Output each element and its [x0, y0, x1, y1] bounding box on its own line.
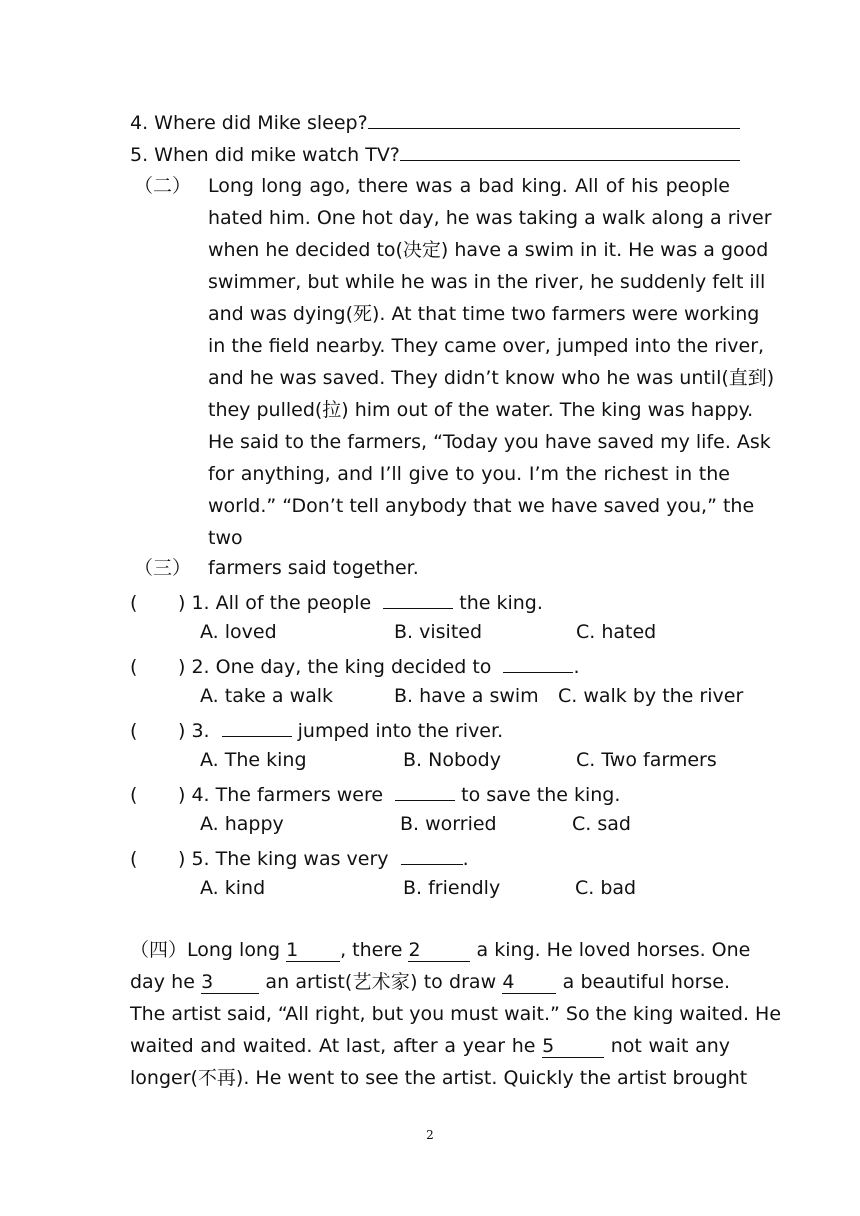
blank [503, 648, 573, 673]
option-a[interactable]: A. take a walk [200, 685, 334, 707]
passage-2-line: in the field nearby. They came over, jumped into the river, [208, 335, 765, 357]
passage-text: Long long [187, 939, 281, 961]
question-text: . [573, 656, 580, 678]
passage-2-line: and he was saved. They didn’t know who he was until(直到) [208, 367, 775, 389]
question-5 [130, 138, 740, 170]
mc-question-4 [130, 776, 620, 808]
passage-2-line: they pulled(拉) him out of the water. The king was happy. [208, 399, 754, 421]
passage-4-line-2 [130, 966, 730, 998]
answer-paren[interactable]: ( [130, 656, 138, 678]
passage-2-line: for anything, and I’ll give to you. I’m the richest in the [208, 463, 730, 485]
cloze-blank-3[interactable]: 3 [201, 969, 259, 994]
question-text: ) 1. All of the people [178, 592, 372, 614]
passage-4-line-1 [130, 934, 751, 966]
question-text: ) 5. The king was very [178, 848, 389, 870]
question-text: ) 3. [178, 720, 210, 742]
passage-text: waited and waited. At last, after a year he [130, 1035, 536, 1057]
blank [383, 584, 453, 609]
cloze-blank-4[interactable]: 4 [502, 969, 556, 994]
cloze-blank-5[interactable]: 5 [542, 1033, 604, 1058]
answer-paren[interactable]: ( [130, 784, 138, 806]
section-label-3: （三） [134, 557, 192, 579]
question-5-text: 5. When did mike watch TV? [130, 144, 400, 166]
question-text: ) 2. One day, the king decided to [178, 656, 492, 678]
option-a[interactable]: A. happy [200, 813, 284, 835]
question-text: jumped into the river. [297, 720, 504, 742]
cloze-blank-1[interactable]: 1 [286, 937, 340, 962]
option-c[interactable]: C. walk by the river [558, 685, 744, 707]
passage-2-line: and was dying(死). At that time two farmers were working [208, 303, 760, 325]
passage-4-line-4 [130, 1030, 730, 1062]
option-c[interactable]: C. sad [572, 813, 631, 835]
mc-question-2 [130, 648, 580, 680]
option-c[interactable]: C. bad [575, 877, 637, 899]
answer-paren[interactable]: ( [130, 848, 138, 870]
passage-2-line: when he decided to(决定) have a swim in it. He was a good [208, 239, 769, 261]
option-a[interactable]: A. The king [200, 749, 307, 771]
blank [395, 776, 455, 801]
section-label-4: （四） [130, 939, 188, 961]
mc-question-1 [130, 584, 543, 616]
option-b[interactable]: B. Nobody [403, 749, 501, 771]
option-b[interactable]: B. have a swim [394, 685, 539, 707]
option-c[interactable]: C. hated [576, 621, 657, 643]
passage-2-line: He said to the farmers, “Today you have saved my life. Ask [208, 431, 771, 453]
question-text: . [462, 848, 469, 870]
blank [222, 712, 292, 737]
cloze-blank-2[interactable]: 2 [408, 937, 470, 962]
option-a[interactable]: A. kind [200, 877, 266, 899]
blank [401, 840, 463, 865]
option-c[interactable]: C. Two farmers [576, 749, 717, 771]
option-b[interactable]: B. visited [394, 621, 483, 643]
passage-text: an artist(艺术家) to draw [265, 971, 497, 993]
passage-2-line: Long long ago, there was a bad king. All of his people [208, 175, 730, 197]
passage-4-line-3: The artist said, “All right, but you must wait.” So the king waited. He [130, 1003, 782, 1025]
passage-text: , there [340, 939, 403, 961]
question-4 [130, 106, 740, 138]
mc-question-5 [130, 840, 469, 872]
passage-text: not wait any [610, 1035, 731, 1057]
answer-line-5[interactable] [400, 138, 740, 161]
passage-4-line-5: longer(不再). He went to see the artist. Quickly the artist brought [130, 1067, 748, 1089]
passage-text: day he [130, 971, 195, 993]
question-4-text: 4. Where did Mike sleep? [130, 112, 368, 134]
passage-text: a beautiful horse. [562, 971, 731, 993]
answer-line-4[interactable] [368, 106, 740, 129]
passage-2-line: hated him. One hot day, he was taking a walk along a river [208, 207, 772, 229]
passage-2-line: world.” “Don’t tell anybody that we have saved you,” the [208, 495, 755, 517]
option-b[interactable]: B. friendly [403, 877, 501, 899]
option-a[interactable]: A. loved [200, 621, 277, 643]
passage-2-line: swimmer, but while he was in the river, he suddenly felt ill [208, 271, 766, 293]
passage-3-line: farmers said together. [208, 557, 419, 579]
answer-paren[interactable]: ( [130, 720, 138, 742]
answer-paren[interactable]: ( [130, 592, 138, 614]
passage-text: a king. He loved horses. One [476, 939, 751, 961]
question-text: to save the king. [461, 784, 621, 806]
question-text: ) 4. The farmers were [178, 784, 384, 806]
passage-2-line: two [208, 527, 243, 549]
mc-question-3 [130, 712, 503, 744]
option-b[interactable]: B. worried [400, 813, 497, 835]
section-label-2: （二） [134, 175, 192, 197]
page-number: 2 [426, 1128, 434, 1142]
question-text: the king. [459, 592, 543, 614]
